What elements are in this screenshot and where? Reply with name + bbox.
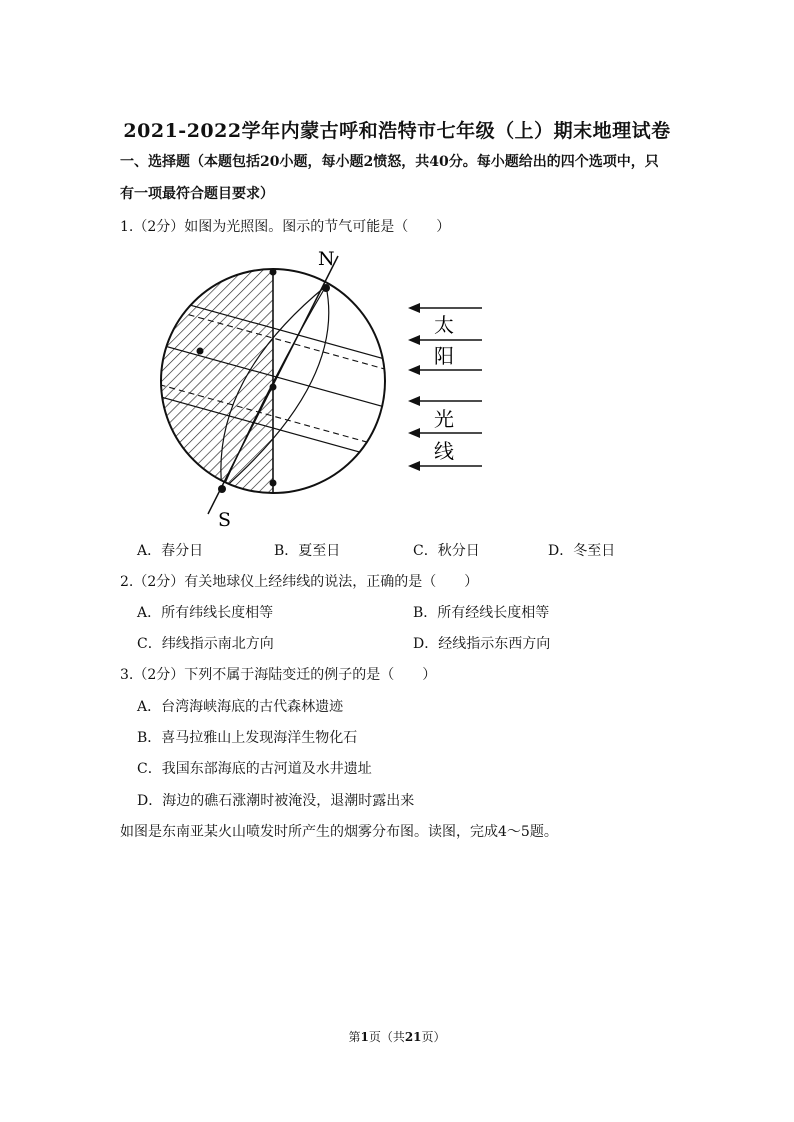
north-pole-label: N	[318, 248, 335, 270]
sun-char-4: 线	[434, 439, 454, 463]
question-3-option-d[interactable]: D．海边的礁石涨潮时被淹没，退潮时露出来	[137, 793, 415, 809]
question-1-option-a[interactable]: A．春分日	[137, 543, 204, 559]
passage-text: 如图是东南亚某火山喷发时所产生的烟雾分布图。读图，完成4～5题。	[120, 824, 558, 840]
question-2-option-a[interactable]: A．所有纬线长度相等	[137, 605, 274, 621]
footer-mid: 页（共	[368, 1030, 405, 1044]
question-3-option-b[interactable]: B．喜马拉雅山上发现海洋生物化石	[137, 730, 358, 746]
question-2-option-d[interactable]: D．经线指示东西方向	[413, 636, 551, 652]
sun-char-3: 光	[434, 407, 454, 431]
section-heading-line2: 有一项最符合题目要求）	[120, 186, 274, 202]
footer-page-number: 1	[360, 1030, 369, 1044]
question-1-option-b[interactable]: B．夏至日	[274, 543, 341, 559]
sun-char-1: 太	[434, 313, 454, 337]
question-1-option-d[interactable]: D．冬至日	[548, 543, 616, 559]
question-2-option-b[interactable]: B．所有经线长度相等	[413, 605, 550, 621]
section-heading-line1: 一、选择题（本题包括20小题，每小题2愤怒，共40分。每小题给出的四个选项中，只	[120, 154, 659, 170]
question-3-stem: 3.（2分）下列不属于海陆变迁的例子的是（ ）	[120, 667, 437, 683]
page-title: 2021-2022学年内蒙古呼和浩特市七年级（上）期末地理试卷	[123, 120, 671, 142]
sun-char-2: 阳	[434, 344, 454, 368]
illumination-figure	[150, 244, 495, 530]
footer-prefix: 第	[348, 1030, 361, 1044]
question-2-option-c[interactable]: C．纬线指示南北方向	[137, 636, 274, 652]
question-1-stem: 1.（2分）如图为光照图。图示的节气可能是（ ）	[120, 219, 451, 235]
question-3-option-c[interactable]: C．我国东部海底的古河道及水井遗址	[137, 761, 372, 777]
footer-suffix: 页）	[421, 1030, 446, 1044]
south-pole-label: S	[218, 509, 232, 530]
page-footer	[0, 1028, 794, 1045]
question-2-stem: 2.（2分）有关地球仪上经纬线的说法，正确的是（ ）	[120, 574, 479, 590]
footer-total-pages: 21	[404, 1030, 422, 1044]
question-3-option-a[interactable]: A．台湾海峡海底的古代森林遗迹	[137, 699, 344, 715]
question-1-option-c[interactable]: C．秋分日	[413, 543, 480, 559]
